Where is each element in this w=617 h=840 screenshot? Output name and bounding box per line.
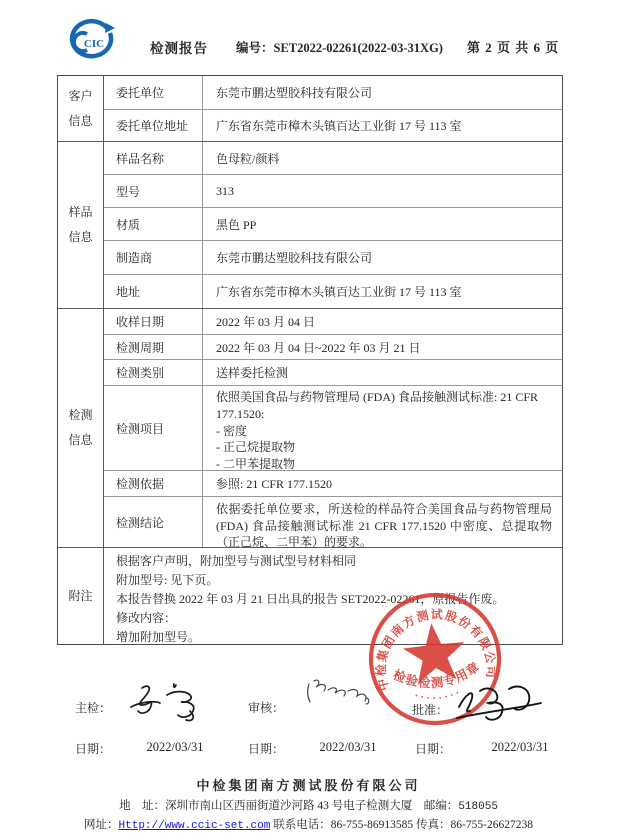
reviewer-date: 2022/03/31 bbox=[319, 740, 377, 754]
row-label: 检测项目 bbox=[104, 386, 203, 470]
page-indicator: 第 2 页 共 6 页 bbox=[467, 40, 560, 55]
group-header: 样品 信息 bbox=[58, 142, 104, 308]
row-label: 委托单位地址 bbox=[104, 110, 203, 141]
row-label: 材质 bbox=[104, 208, 203, 240]
table-row bbox=[104, 335, 562, 360]
table-row bbox=[104, 142, 562, 175]
row-value: 色母粒/颜料 bbox=[216, 151, 280, 166]
row-value: 广东省东莞市樟木头镇百达工业街 17 号 113 室 bbox=[216, 119, 462, 133]
svg-text:检验检测专用章: 检验检测专用章 bbox=[390, 659, 483, 691]
footer-address-line: 地 址：深圳市南山区西丽街道沙河路 43 号电子检测大厦 邮编：518055 bbox=[119, 800, 498, 813]
row-value: 东莞市鹏达塑胶科技有限公司 bbox=[216, 86, 373, 100]
approver-label: 批准： bbox=[412, 703, 449, 717]
inspector-date: 2022/03/31 bbox=[146, 740, 204, 754]
inspector-label: 主检： bbox=[75, 701, 112, 715]
remarks-content: 根据客户声明，附加型号与测试型号材料相同 附加型号: 见下页。 本报告替换 2022 年 03 月 21 日出具的报告 SET2022-02261，原报告作废。 修改内容： 增加附加型号。 bbox=[116, 554, 505, 644]
report-footer bbox=[0, 775, 617, 832]
date-label: 日期： bbox=[248, 742, 285, 756]
row-value: 送样委托检测 bbox=[216, 366, 289, 380]
row-label: 样品名称 bbox=[104, 142, 203, 174]
group-header: 附注 bbox=[58, 548, 104, 644]
group-customer-info bbox=[58, 76, 562, 141]
svg-text:中检集团南方测试股份有限公司: 中检集团南方测试股份有限公司 bbox=[374, 607, 499, 693]
reviewer-label: 审核： bbox=[248, 701, 285, 715]
row-value: 广东省东莞市樟木头镇百达工业街 17 号 113 室 bbox=[216, 285, 462, 299]
row-value: 313 bbox=[216, 183, 234, 198]
ccic-logo-icon bbox=[63, 19, 123, 65]
svg-text:CIC: CIC bbox=[83, 38, 105, 50]
row-value: 东莞市鹏达塑胶科技有限公司 bbox=[216, 251, 373, 265]
inspector-signature bbox=[126, 678, 218, 724]
report-title: 检测报告 bbox=[150, 41, 208, 56]
report-table bbox=[57, 75, 563, 645]
table-row bbox=[104, 386, 562, 471]
row-label: 委托单位 bbox=[104, 76, 203, 109]
approver-signature bbox=[449, 677, 547, 727]
row-value: 2022 年 03 月 04 日~2022 年 03 月 21 日 bbox=[216, 340, 421, 355]
row-value-test-items: 依照美国食品与药物管理局 (FDA) 食品接触测试标准: 21 CFR 177.1520: - 密度 - 正己烷提取物 - 二甲苯提取物 bbox=[216, 390, 539, 472]
row-label: 检测类别 bbox=[104, 360, 203, 385]
table-row bbox=[104, 275, 562, 308]
group-header: 检测 信息 bbox=[58, 309, 104, 547]
table-row bbox=[104, 110, 562, 141]
table-row bbox=[104, 309, 562, 335]
date-label: 日期： bbox=[75, 742, 112, 756]
reviewer-signature bbox=[297, 674, 377, 710]
date-label: 日期： bbox=[415, 742, 452, 756]
row-label: 检测依据 bbox=[104, 471, 203, 496]
row-value: 2022 年 03 月 04 日 bbox=[216, 315, 316, 329]
group-test-info bbox=[58, 308, 562, 550]
row-label: 型号 bbox=[104, 175, 203, 207]
table-row bbox=[104, 497, 562, 550]
table-row bbox=[104, 471, 562, 497]
footer-postcode: 518055 bbox=[458, 801, 498, 813]
group-header: 客户 信息 bbox=[58, 76, 104, 141]
report-header bbox=[0, 0, 617, 70]
row-label: 制造商 bbox=[104, 241, 203, 274]
table-row bbox=[104, 241, 562, 275]
row-value: 黑色 PP bbox=[216, 217, 257, 232]
row-label: 检测结论 bbox=[104, 497, 203, 547]
approver-date: 2022/03/31 bbox=[491, 740, 549, 754]
row-label: 地址 bbox=[104, 275, 203, 308]
row-label: 检测周期 bbox=[104, 335, 203, 359]
row-value: 参照: 21 CFR 177.1520 bbox=[216, 477, 333, 491]
footer-contact-line: 网址：Http://www.ccic-set.com 联系电话：86-755-86913585 传真：86-755-26627238 bbox=[84, 819, 533, 832]
footer-website-link[interactable]: Http://www.ccic-set.com bbox=[118, 820, 271, 832]
group-sample-info bbox=[58, 141, 562, 308]
table-row bbox=[104, 208, 562, 241]
table-row bbox=[104, 175, 562, 208]
row-value-conclusion: 依据委托单位要求，所送检的样品符合美国食品与药物管理局 (FDA) 食品接触测试标准 21 CFR 177.1520 中密度、总提取物（正己烷、二甲苯）的要求。 bbox=[216, 502, 552, 550]
footer-company-name: 中检集团南方测试股份有限公司 bbox=[196, 778, 421, 793]
table-row bbox=[104, 360, 562, 386]
report-number: 编号：SET2022-02261(2022-03-31XG) bbox=[236, 41, 443, 55]
table-row bbox=[104, 76, 562, 110]
row-label: 收样日期 bbox=[104, 309, 203, 334]
